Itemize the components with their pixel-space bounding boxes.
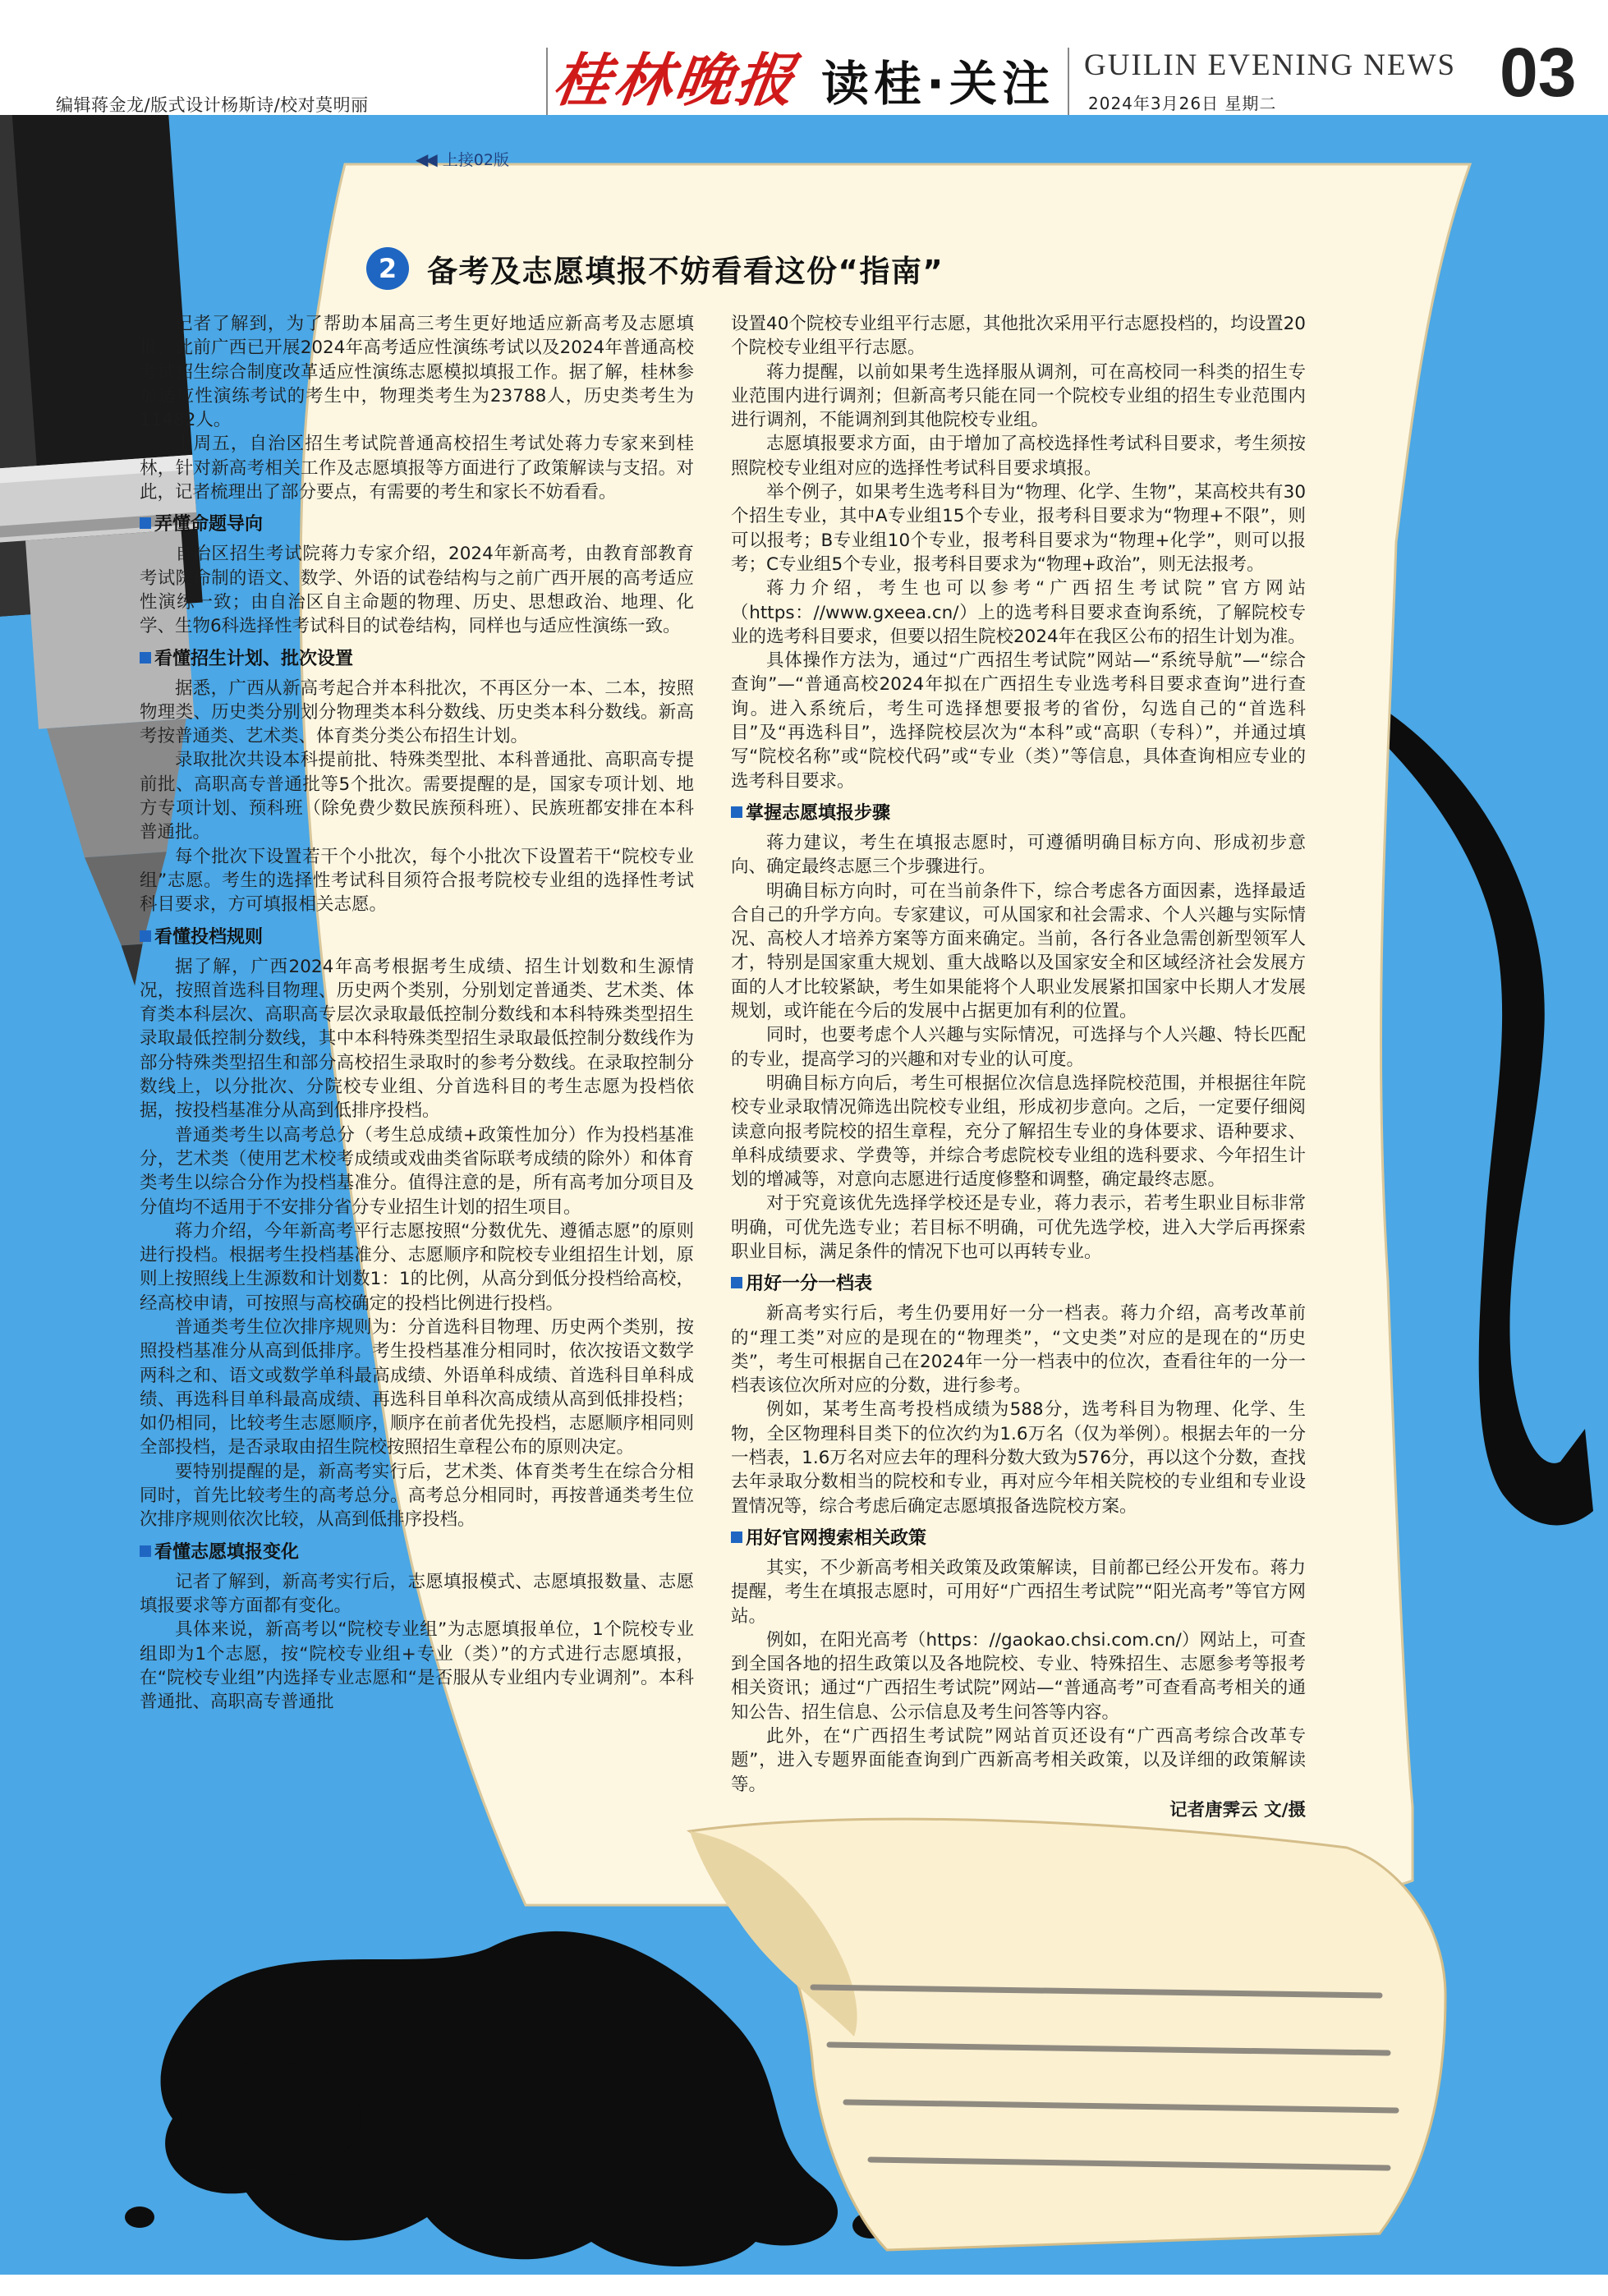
section-heading-text: 看懂投档规则 xyxy=(154,926,264,948)
paragraph: 举个例子，如果考生选考科目为“物理、化学、生物”，某高校共有30个招生专业，其中A专业组15个专业，报考科目要求为“物理+不限”，则可以报考；B专业组10个专业，报考科目要求为“物理+化学”，则可以报考；C专业组5个专业，报考科目要求为“物理+政治”，则无法报考。 xyxy=(731,482,1306,575)
article-headline xyxy=(366,246,944,291)
heading-square-icon xyxy=(140,652,151,664)
heading-square-icon xyxy=(731,1277,742,1288)
editor-credits: 编辑蒋金龙/版式设计杨斯诗/校对莫明丽 xyxy=(56,95,369,115)
section-heading-text: 看懂志愿填报变化 xyxy=(154,1541,300,1563)
paragraph: 每个批次下设置若干个小批次，每个小批次下设置若干“院校专业组”志愿。考生的选择性考试科目须符合报考院校专业组的选择性考试科目要求，方可填报相关志愿。 xyxy=(140,846,694,916)
header-divider xyxy=(546,48,548,115)
article-column-left xyxy=(140,312,694,1714)
paragraph: 录取批次共设本科提前批、特殊类型批、本科普通批、高职高专提前批、高职高专普通批等5个批次。需要提醒的是，国家专项计划、地方专项计划、预科班（除免费少数民族预科班）、民族班都安排在本科普通批。 xyxy=(140,750,694,843)
heading-square-icon xyxy=(140,517,151,529)
paragraph: 记者了解到，新高考实行后，志愿填报模式、志愿填报数量、志愿填报要求等方面都有变化。 xyxy=(140,1571,694,1616)
paragraph: 上周五，自治区招生考试院普通高校招生考试处蒋力专家来到桂林，针对新高考相关工作及志愿填报等方面进行了政策解读与支招。对此，记者梳理出了部分要点，有需要的考生和家长不妨看看。 xyxy=(140,434,694,503)
section-heading-text: 用好一分一档表 xyxy=(746,1274,873,1295)
paragraph: 其实，不少新高考相关政策及政策解读，目前都已经公开发布。蒋力提醒，考生在填报志愿时，可用好“广西招生考试院”“阳光高考”等官方网站。 xyxy=(731,1557,1306,1627)
section-heading xyxy=(731,801,1306,826)
section-heading xyxy=(140,647,694,672)
heading-square-icon xyxy=(140,1545,151,1557)
paragraph: 自治区招生考试院蒋力专家介绍，2024年新高考，由教育部教育考试院命制的语文、数学、外语的试卷结构与之前广西开展的高考适应性演练一致；由自治区自主命题的物理、历史、思想政治、地理、化学、生物6科选择性考试科目的试卷结构，同样也与适应性演练一致。 xyxy=(140,544,694,637)
paragraph: 蒋力建议，考生在填报志愿时，可遵循明确目标方向、形成初步意向、确定最终志愿三个步骤进行。 xyxy=(731,832,1306,878)
paragraph: 志愿填报要求方面，由于增加了高校选择性考试科目要求，考生须按照院校专业组对应的选择性考试科目要求填报。 xyxy=(731,434,1306,479)
paragraph: 此外，在“广西招生考试院”网站首页还设有“广西高考综合改革专题”，进入专题界面能查询到广西新高考相关政策，以及详细的政策解读等。 xyxy=(731,1726,1306,1795)
paragraph: 普通类考生位次排序规则为：分首选科目物理、历史两个类别，按照投档基准分从高到低排序。考生投档基准分相同时，依次按语文数学两科之和、语文或数学单科最高成绩、外语单科成绩、首选科目单科成绩、再选科目单科最高成绩、再选科目单科次高成绩从高到低排投档；如仍相同，比较考生志愿顺序，顺序在前者优先投档，志愿顺序相同则全部投档，是否录取由招生院校按照招生章程公布的原则决定。 xyxy=(140,1316,694,1458)
paragraph: 例如，某考生高考投档成绩为588分，选考科目为物理、化学、生物，全区物理科目类下的位次约为1.6万名（仅为举例）。根据去年的一分一档表，1.6万名对应去年的理科分数大致为576分，再以这个分数，查找去年录取分数相当的院校和专业，再对应今年相关院校的专业组和专业设置情况等，综合考虑后确定志愿填报备选院校方案。 xyxy=(731,1399,1306,1517)
paragraph: 记者了解到，为了帮助本届高三考生更好地适应新高考及志愿填报，此前广西已开展2024年高考适应性演练考试以及2024年普通高校考试招生综合制度改革适应性演练志愿模拟填报工作。据了解，桂林参加适应性演练考试的考生中，物理类考生为23788人，历史类考生为11482人。 xyxy=(140,314,694,431)
section-heading xyxy=(140,512,694,537)
paragraph: 同时，也要考虑个人兴趣与实际情况，可选择与个人兴趣、特长匹配的专业，提高学习的兴趣和对专业的认可度。 xyxy=(731,1025,1306,1070)
section-heading xyxy=(731,1527,1306,1551)
section-heading-text: 用好官网搜索相关政策 xyxy=(746,1527,927,1549)
heading-square-icon xyxy=(140,930,151,942)
section-heading xyxy=(140,1541,694,1565)
headline-title: 备考及志愿填报不妨看看这份“指南” xyxy=(427,254,944,289)
section-title: 读桂·关注 xyxy=(821,56,1055,112)
paragraph: 蒋力介绍，今年新高考平行志愿按照“分数优先、遵循志愿”的原则进行投档。根据考生投档基准分、志愿顺序和院校专业组招生计划，原则上按照线上生源数和计划数1：1的比例，从高分到低分投档给高校，经高校申请，可按照与高校确定的投档比例进行投档。 xyxy=(140,1220,694,1314)
paragraph: 据了解，广西2024年高考根据考生成绩、招生计划数和生源情况，按照首选科目物理、历史两个类别，分别划定普通类、艺术类、体育类本科层次、高职高专层次录取最低控制分数线和本科特殊类型招生录取最低控制分数线，其中本科特殊类型招生录取最低控制分数线作为部分特殊类型招生和部分高校招生录取时的参考分数线。在录取控制分数线上，以分批次、分院校专业组、分首选科目的考生志愿为投档依据，按投档基准分从高到低排序投档。 xyxy=(140,956,694,1122)
paragraph: 明确目标方向时，可在当前条件下，综合考虑各方面因素，选择最适合自己的升学方向。专家建议，可从国家和社会需求、个人兴趣与实际情况、高校人才培养方案等方面来确定。当前，各行各业急需创新型领军人才，特别是国家重大规划、重大战略以及国家安全和区域经济社会发展方面的人才比较紧缺，考生如果能将个人职业发展紧扣国家中长期人才发展规划，或许能在今后的发展中占据更加有利的位置。 xyxy=(731,880,1306,1022)
paragraph: 新高考实行后，考生仍要用好一分一档表。蒋力介绍，高考改革前的“理工类”对应的是现在的“物理类”，“文史类”对应的是现在的“历史类”，考生可根据自己在2024年一分一档表中的位次，查看往年的一分一档表该位次所对应的分数，进行参考。 xyxy=(731,1303,1306,1397)
byline: 记者唐霁云 文/摄 xyxy=(1169,1799,1306,1821)
paragraph: 蒋力介绍，考生也可以参考“广西招生考试院”官方网站（https：//www.gxeea.cn/）上的选考科目要求查询系统，了解院校专业的选考科目要求，但要以招生院校2024年在我区公布的招生计划为准。 xyxy=(731,578,1306,647)
bottom-margin xyxy=(0,2275,1608,2296)
header-divider-2 xyxy=(1068,48,1069,115)
page-number: 03 xyxy=(1500,34,1577,111)
rewind-icon: ◀◀ xyxy=(416,149,434,169)
continued-from-label: 上接02版 xyxy=(442,151,509,169)
paragraph: 具体操作方法为，通过“广西招生考试院”网站—“系统导航”—“综合查询”—“普通高校2024年拟在广西招生专业选考科目要求查询”进行查询。进入系统后，考生可选择想要报考的省份，勾选自己的“首选科目”及“再选科目”，选择院校层次为“本科”或“高职（专科）”，并通过填写“院校名称”或“院校代码”或“专业（类）”等信息，具体查询相应专业的选考科目要求。 xyxy=(731,650,1306,792)
heading-square-icon xyxy=(731,1531,742,1543)
paragraph: 明确目标方向后，考生可根据位次信息选择院校范围，并根据往年院校专业录取情况筛选出院校专业组，形成初步意向。之后，一定要仔细阅读意向报考院校的招生章程，充分了解招生专业的身体要求、语种要求、单科成绩要求、学费等，并综合考虑院校专业组的选科要求、今年招生计划的增减等，对意向志愿进行适度修整和调整，确定最终志愿。 xyxy=(731,1072,1306,1191)
paragraph: 对于究竟该优先选择学校还是专业，蒋力表示，若考生职业目标非常明确，可优先选专业；若目标不明确，可优先选学校，进入大学后再探索职业目标，满足条件的情况下也可以再转专业。 xyxy=(731,1193,1306,1262)
section-heading xyxy=(140,925,694,950)
section-heading xyxy=(731,1272,1306,1297)
heading-square-icon xyxy=(731,806,742,818)
paragraph: 例如，在阳光高考（https：//gaokao.chsi.com.cn/）网站上，可查到全国各地的招生政策以及各地院校、专业、特殊招生、志愿参考等报考相关资讯；通过“广西招生考试院”网站—“普通高考”可查看高考相关的通知公告、招生信息、公示信息及考生问答等内容。 xyxy=(731,1629,1306,1723)
paragraph: 蒋力提醒，以前如果考生选择服从调剂，可在高校同一科类的招生专业范围内进行调剂；但新高考只能在同一个院校专业组的招生专业范围内进行调剂，不能调剂到其他院校专业组。 xyxy=(731,361,1306,431)
headline-number-badge: 2 xyxy=(366,247,409,290)
continued-from-marker xyxy=(416,148,509,170)
paragraph: 设置40个院校专业组平行志愿，其他批次采用平行志愿投档的，均设置20个院校专业组平行志愿。 xyxy=(731,314,1306,359)
paragraph: 据悉，广西从新高考起合并本科批次，不再区分一本、二本，按照物理类、历史类分别划分物理类本科分数线、历史类本科分数线。新高考按普通类、艺术类、体育类分类公布招生计划。 xyxy=(140,677,694,747)
dateline: 2024年3月26日 星期二 xyxy=(1088,94,1277,113)
section-heading-text: 掌握志愿填报步骤 xyxy=(746,802,891,824)
article-column-right xyxy=(731,312,1306,1822)
paragraph: 具体来说，新高考以“院校专业组”为志愿填报单位，1个院校专业组即为1个志愿，按“院校专业组+专业（类）”的方式进行志愿填报，在“院校专业组”内选择专业志愿和“是否服从专业组内专业调剂”。本科普通批、高职高专普通批 xyxy=(140,1619,694,1713)
paragraph: 普通类考生以高考总分（考生总成绩+政策性加分）作为投档基准分，艺术类（使用艺术校考成绩或戏曲类省际联考成绩的除外）和体育类考生以综合分作为投档基准分。值得注意的是，所有高考加分项目及分值均不适用于不安排分省分专业招生计划的招生项目。 xyxy=(140,1124,694,1218)
section-heading-text: 看懂招生计划、批次设置 xyxy=(154,648,354,669)
section-heading-text: 弄懂命题导向 xyxy=(154,514,264,535)
newspaper-logo: 桂林晚报 xyxy=(549,46,802,114)
paragraph: 要特别提醒的是，新高考实行后，艺术类、体育类考生在综合分相同时，首先比较考生的高考总分。高考总分相同时，再按普通类考生位次排序规则依次比较，从高到低排序投档。 xyxy=(140,1461,694,1531)
english-title: GUILIN EVENING NEWS xyxy=(1084,48,1457,82)
